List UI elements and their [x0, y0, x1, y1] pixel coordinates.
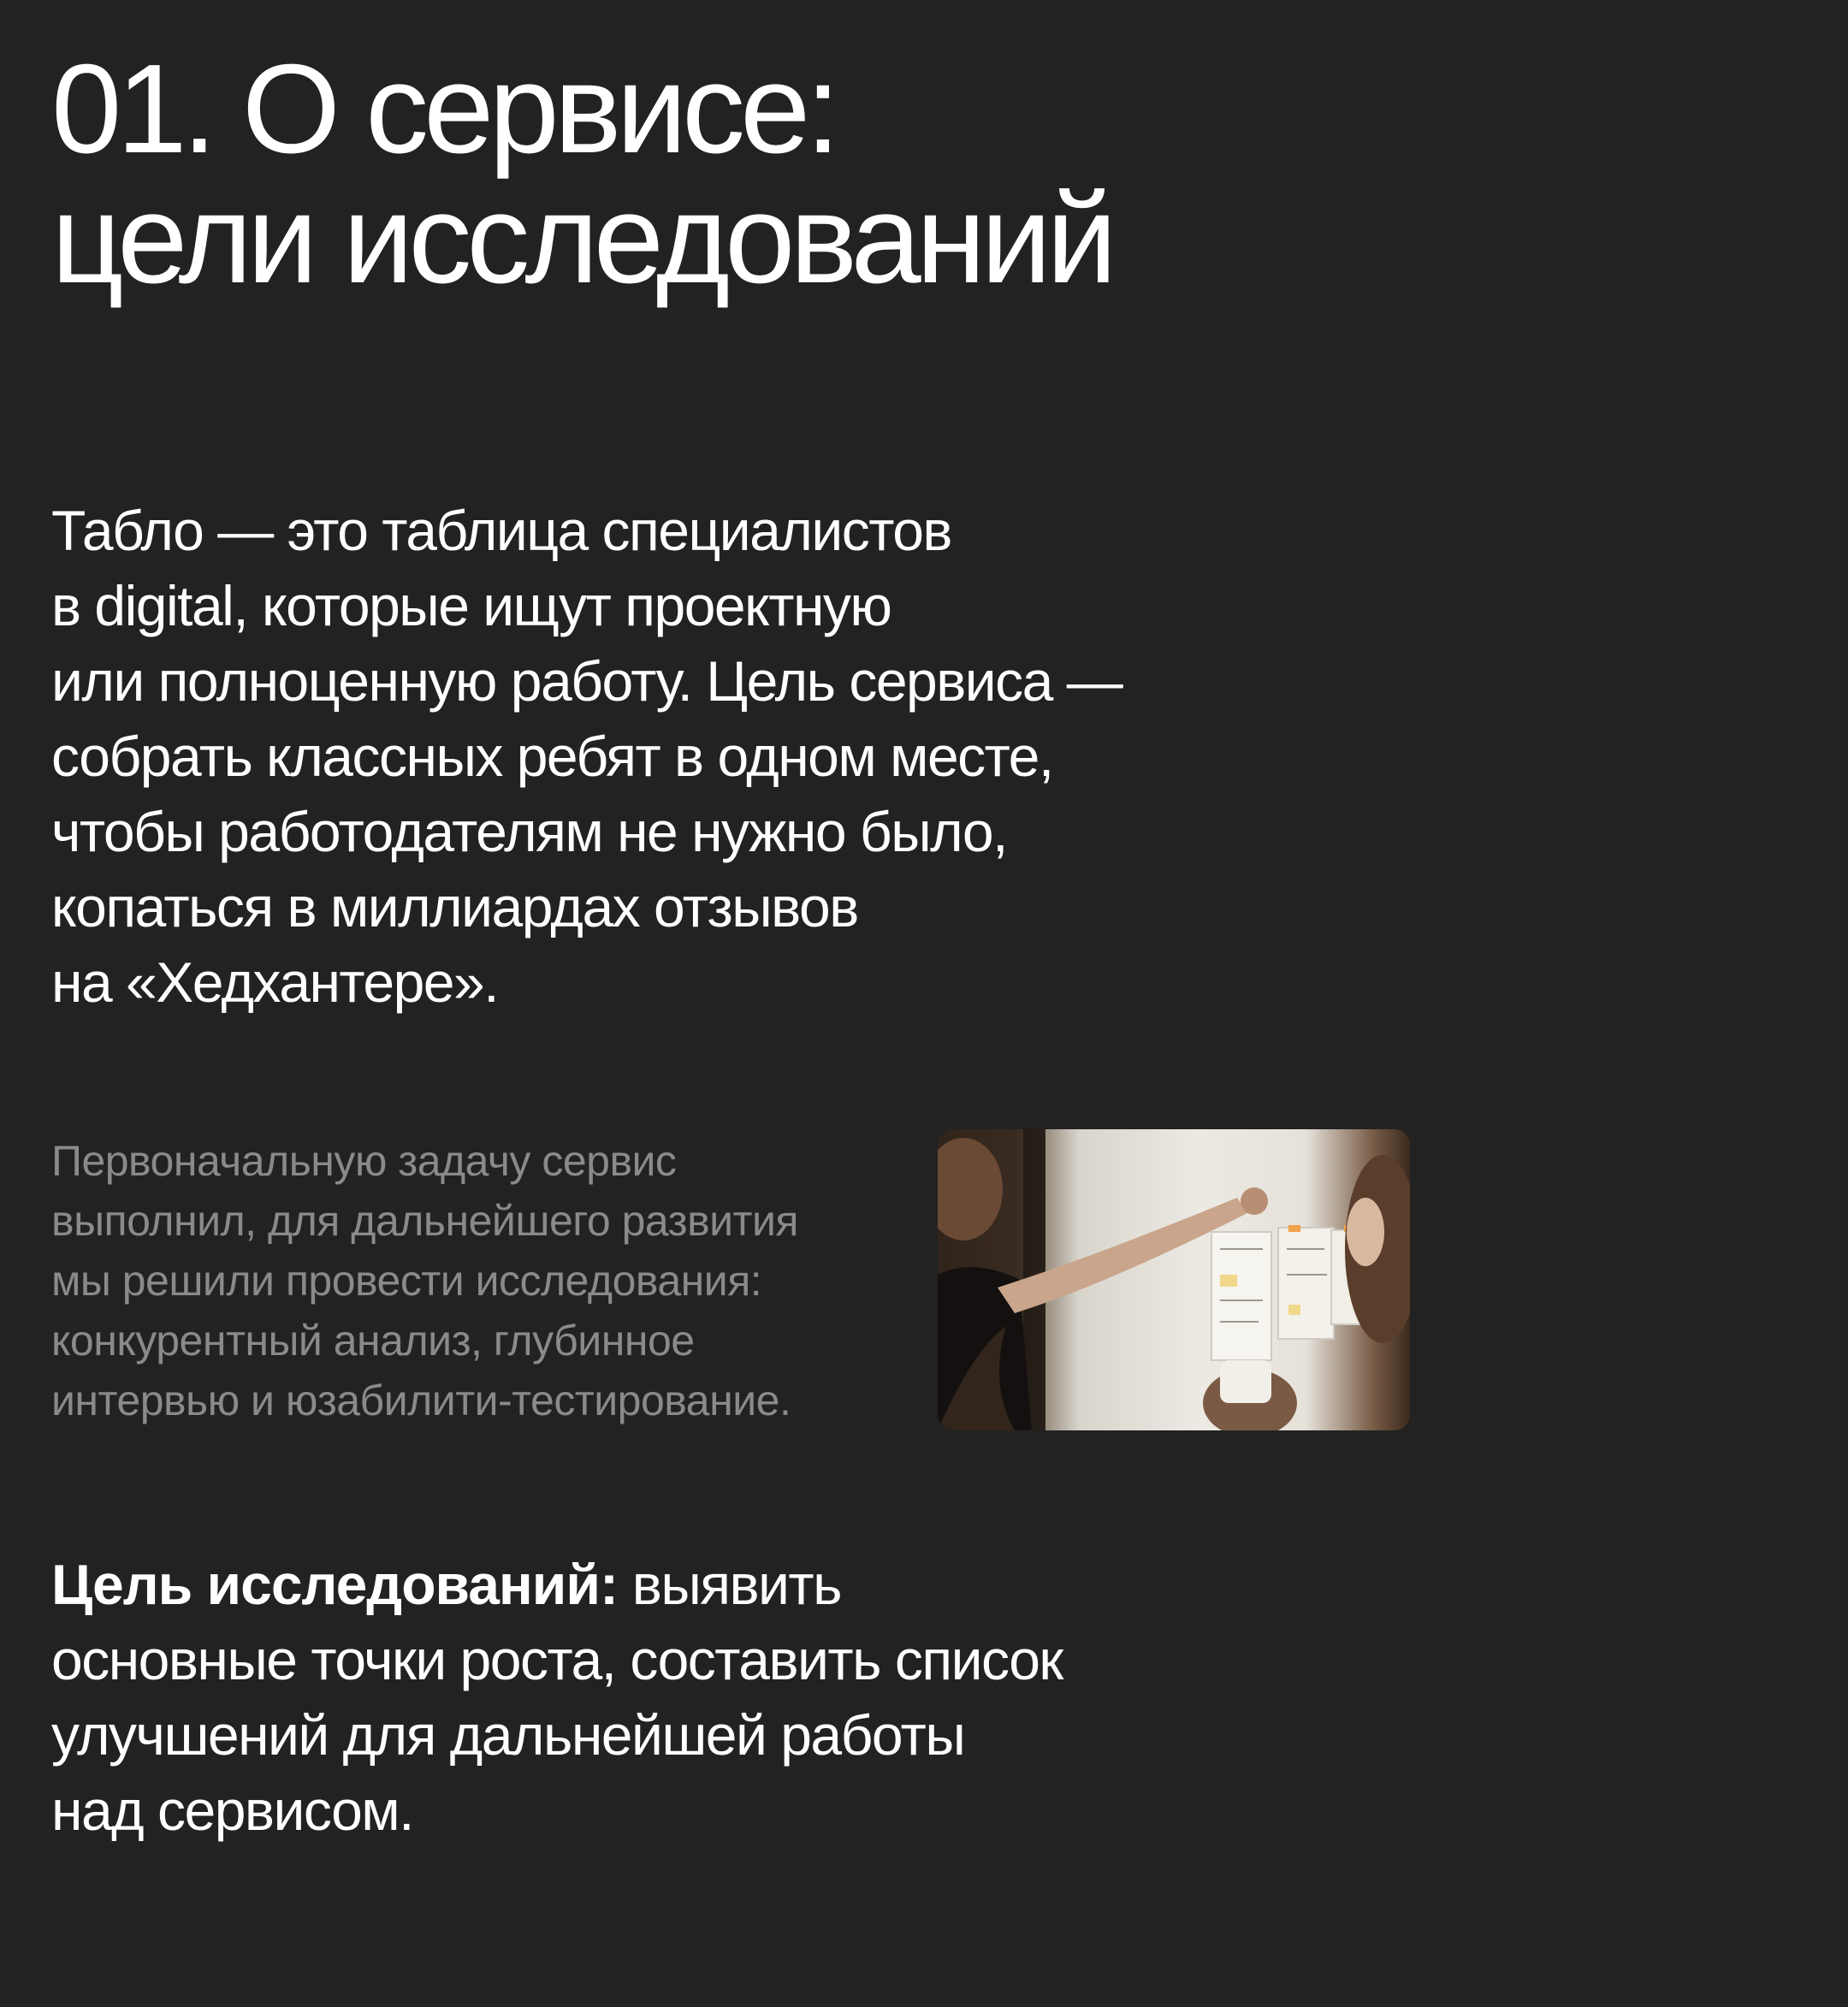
goal-line: над сервисом.	[51, 1779, 414, 1842]
research-team-photo	[938, 1129, 1410, 1430]
intro-paragraph	[51, 493, 1122, 1020]
goal-first-line-rest: выявить	[617, 1553, 842, 1616]
research-note	[51, 1131, 798, 1430]
intro-line: на «Хедхантере».	[51, 950, 499, 1014]
note-line: конкурентный анализ, глубинное	[51, 1317, 695, 1365]
note-line: интервью и юзабилити-тестирование.	[51, 1376, 791, 1424]
intro-line: или полноценную работу. Цель сервиса —	[51, 649, 1122, 713]
goal-line: основные точки роста, составить список	[51, 1628, 1063, 1691]
intro-line: Табло — это таблица специалистов	[51, 499, 951, 562]
page-title	[51, 38, 1112, 310]
goal-label: Цель исследований:	[51, 1553, 618, 1616]
intro-line: в digital, которые ищут проектную	[51, 574, 891, 637]
note-line: мы решили провести исследования:	[51, 1257, 762, 1305]
note-line: выполнил, для дальнейшего развития	[51, 1197, 798, 1245]
research-goal	[51, 1547, 1063, 1848]
page-title-line-1: 01. О сервисе:	[51, 38, 836, 180]
goal-first-line	[51, 1547, 1063, 1622]
goal-line: улучшений для дальнейшей работы	[51, 1703, 965, 1767]
research-team-photo-illustration	[938, 1129, 1410, 1430]
intro-line: копаться в миллиардах отзывов	[51, 875, 858, 938]
note-line: Первоначальную задачу сервис	[51, 1137, 677, 1185]
page-title-line-2: цели исследований	[51, 169, 1112, 310]
intro-line: собрать классных ребят в одном месте,	[51, 725, 1053, 788]
intro-line: чтобы работодателям не нужно было,	[51, 800, 1007, 863]
